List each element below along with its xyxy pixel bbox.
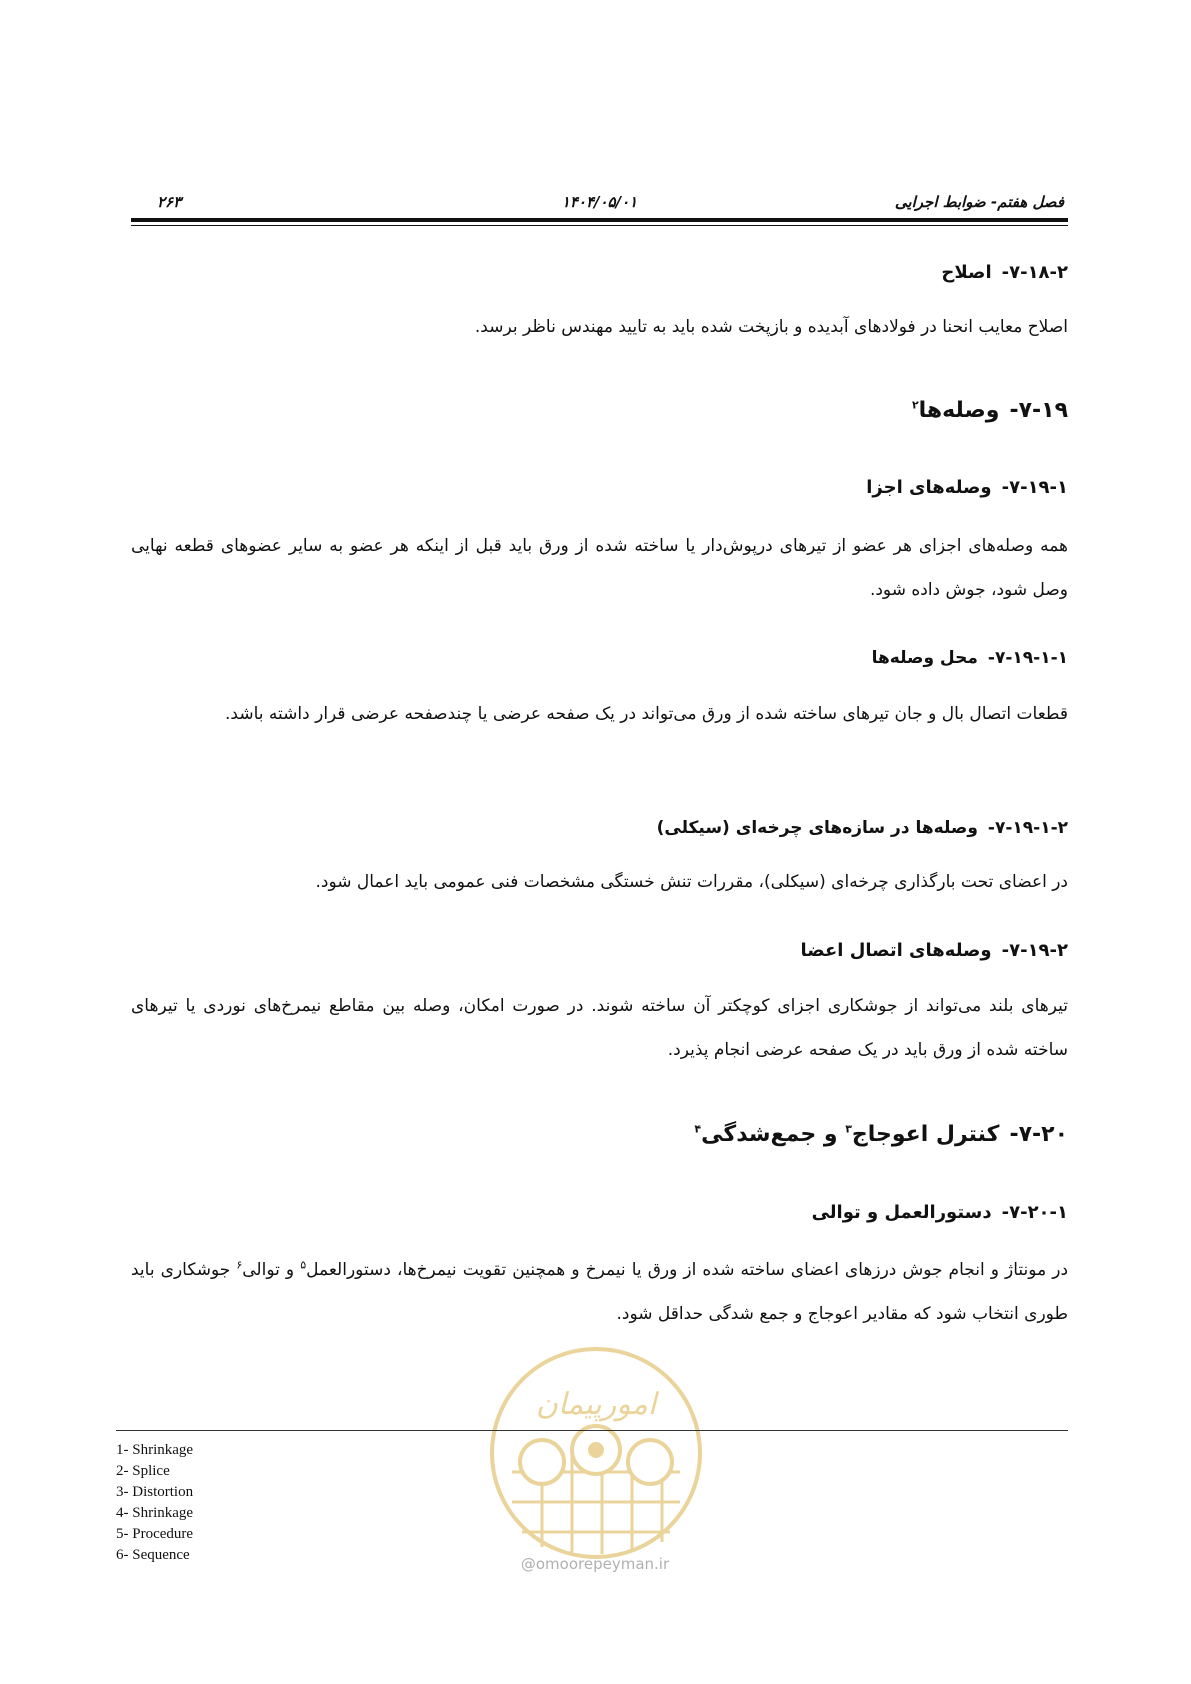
footnote-item: 1- Shrinkage [116,1442,194,1458]
footnote-item: 4- Shrinkage [116,1505,194,1521]
paragraph-text: و توالی [242,1260,295,1280]
heading-7-19-2 [131,940,1068,961]
section-number: ۷-۱۹-۱-۱- [987,648,1068,668]
footnotes-list [116,1440,416,1566]
section-number: ۷-۱۹- [1009,398,1068,423]
section-title-b: و جمع‌شدگی [701,1122,838,1147]
footnote-item: 2- Splice [116,1463,170,1479]
section-title: وصله‌ها [918,398,1000,423]
section-title: محل وصله‌ها [871,648,978,668]
chapter-title: فصل هفتم- ضوابط اجرایی [894,193,1064,211]
paragraph-text: جوشکاری باید طوری انتخاب شود که مقادیر اعوجاج و جمع شدگی حداقل شود. [131,1260,1068,1324]
footnote-rule [116,1430,1068,1431]
paragraph-7-19-1-2: در اعضای تحت بارگذاری چرخه‌ای (سیکلی)، مقررات تنش خستگی مشخصات فنی عمومی باید اعمال شود. [315,872,1068,892]
footnote-ref: ۶ [236,1258,243,1272]
section-title: وصله‌های اتصال اعضا [800,940,992,961]
footnote-ref: ۴ [694,1122,702,1136]
section-number: ۷-۲۰-۱- [1001,1202,1068,1223]
heading-7-19 [131,398,1068,423]
heading-7-20 [131,1122,1068,1147]
footnote-ref: ۳ [845,1122,852,1136]
heading-7-19-1 [131,477,1068,498]
heading-7-19-1-1 [131,648,1068,668]
watermark-url: @omoorepeyman.ir [520,1555,670,1573]
section-title: وصله‌های اجزا [866,477,992,498]
section-number: ۷-۱۸-۲- [1001,262,1068,283]
section-number: ۷-۲۰- [1009,1122,1068,1147]
section-title: دستورالعمل و توالی [811,1202,992,1223]
section-title-a: کنترل اعوجاج [851,1122,1000,1147]
paragraph-7-18-2: اصلاح معایب انحنا در فولادهای آبدیده و بازپخت شده باید به تایید مهندس ناظر برسد. [474,317,1068,337]
section-title: اصلاح [941,262,992,283]
section-title: وصله‌ها در سازه‌های چرخه‌ای (سیکلی) [656,818,978,838]
footnote-item: 6- Sequence [116,1547,190,1563]
paragraph-7-20-1 [131,1248,1068,1336]
watermark-logo-text: امورپیمان [535,1387,657,1422]
header-rule-thick [131,218,1068,222]
header-rule-thin [131,225,1068,226]
footnote-ref: ۵ [300,1258,307,1272]
page-number: ۲۶۳ [157,193,182,211]
paragraph-7-19-1: همه وصله‌های اجزای هر عضو از تیرهای درپوش‌دار یا ساخته شده از ورق باید قبل از اینکه هر عضو به سایر عضوهای قطعه نهایی وصل شود، جوش داده شود. [131,536,1068,600]
section-number: ۷-۱۹-۱- [1001,477,1068,498]
heading-7-19-1-2 [131,818,1068,838]
heading-7-20-1 [131,1202,1068,1223]
section-number: ۷-۱۹-۱-۲- [987,818,1068,838]
footnote-item: 3- Distortion [116,1484,194,1500]
footnote-item: 5- Procedure [116,1526,194,1542]
heading-7-18-2 [131,262,1068,283]
watermark-logo [482,1342,710,1564]
paragraph-7-19-2: تیرهای بلند می‌تواند از جوشکاری اجزای کوچکتر آن ساخته شوند. در صورت امکان، وصله بین مقاطع نیمرخ‌های نوردی یا تیرهای ساخته شده از ورق باید در یک صفحه عرضی انجام پذیرد. [131,996,1068,1060]
paragraph-text: در مونتاژ و انجام جوش درزهای اعضای ساخته شده از ورق یا نیمرخ و همچنین تقویت نیمرخ‌ها، دستورالعمل [306,1260,1069,1280]
section-number: ۷-۱۹-۲- [1001,940,1068,961]
header-date: ۱۴۰۴/۰۵/۰۱ [561,193,638,211]
footnote-ref: ۲ [911,398,919,412]
paragraph-7-19-1-1: قطعات اتصال بال و جان تیرهای ساخته شده از ورق می‌تواند در یک صفحه عرضی یا چندصفحه عرضی قرار داشته باشد. [225,704,1068,724]
